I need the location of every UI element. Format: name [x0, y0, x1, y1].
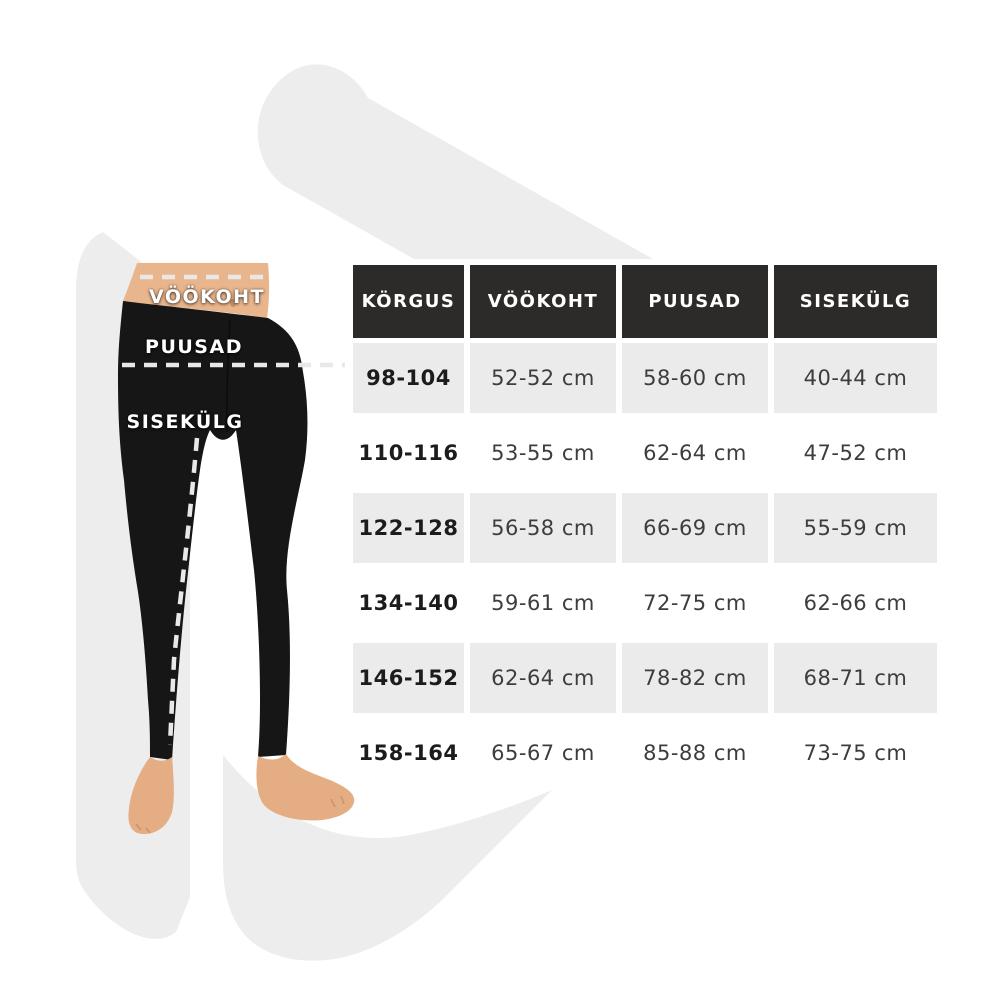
table-cell: 62-64 cm	[470, 643, 616, 713]
table-cell: 146-152	[353, 643, 464, 713]
size-table	[353, 265, 937, 788]
header-puusad: PUUSAD	[622, 265, 768, 338]
table-cell: 47-52 cm	[774, 418, 937, 488]
table-cell: 73-75 cm	[774, 718, 937, 788]
right-foot	[256, 754, 354, 820]
table-cell: 40-44 cm	[774, 343, 937, 413]
table-cell: 134-140	[353, 568, 464, 638]
table-cell: 68-71 cm	[774, 643, 937, 713]
header-sisekylg: SISEKÜLG	[774, 265, 937, 338]
label-inseam: SISEKÜLG	[126, 411, 244, 433]
table-cell: 58-60 cm	[622, 343, 768, 413]
table-cell: 56-58 cm	[470, 493, 616, 563]
table-cell: 65-67 cm	[470, 718, 616, 788]
label-waist: VÖÖKOHT	[148, 286, 266, 308]
header-korgus: KÖRGUS	[353, 265, 464, 338]
table-cell: 66-69 cm	[622, 493, 768, 563]
table-cell: 52-52 cm	[470, 343, 616, 413]
logo-top-band	[258, 64, 653, 259]
table-cell: 78-82 cm	[622, 643, 768, 713]
table-cell: 158-164	[353, 718, 464, 788]
table-cell: 85-88 cm	[622, 718, 768, 788]
table-cell: 62-66 cm	[774, 568, 937, 638]
table-cell: 122-128	[353, 493, 464, 563]
header-vookoht: VÖÖKOHT	[470, 265, 616, 338]
table-cell: 55-59 cm	[774, 493, 937, 563]
label-hips: PUUSAD	[145, 336, 243, 358]
table-cell: 110-116	[353, 418, 464, 488]
table-cell: 62-64 cm	[622, 418, 768, 488]
table-cell: 98-104	[353, 343, 464, 413]
table-cell: 53-55 cm	[470, 418, 616, 488]
table-cell: 72-75 cm	[622, 568, 768, 638]
table-cell: 59-61 cm	[470, 568, 616, 638]
